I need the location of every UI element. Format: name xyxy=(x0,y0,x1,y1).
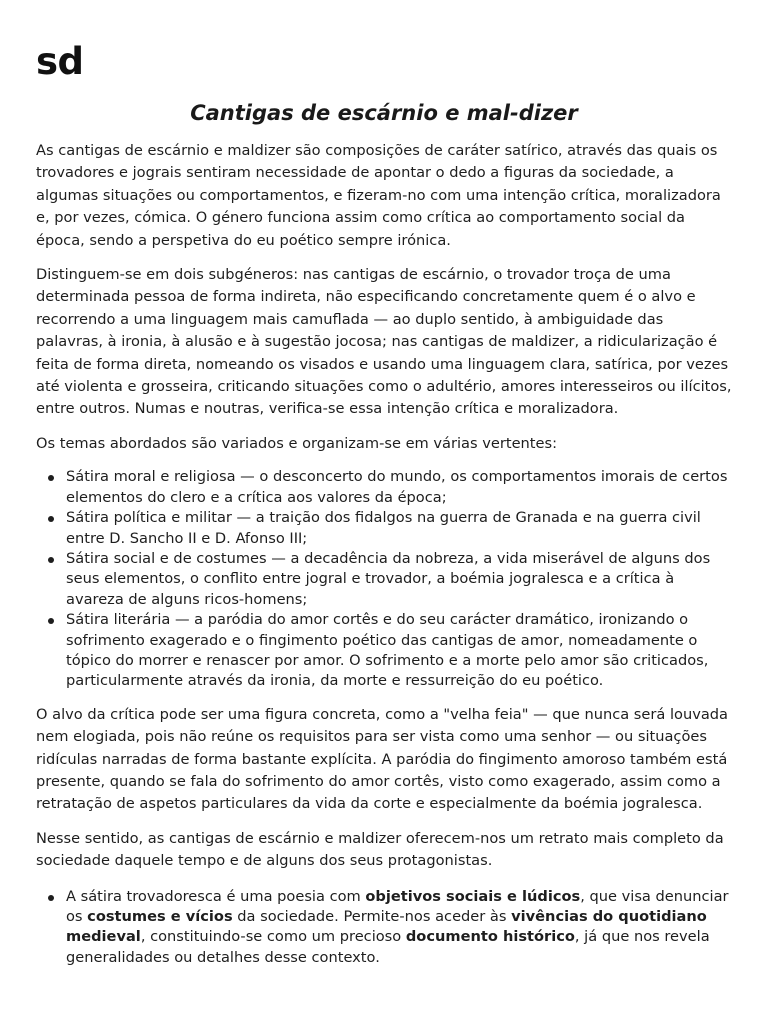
list-item: Sátira moral e religiosa — o desconcerto do mundo, os comportamentos imorais de certos elementos do clero e a crítica aos valores da época; xyxy=(66,467,732,508)
summary-list xyxy=(36,887,732,969)
summary-text: , já que nos revela generalidades ou detalhes desse contexto. xyxy=(66,928,710,966)
page-title: Cantigas de escárnio e mal-dizer xyxy=(190,101,578,125)
paragraph-intro: As cantigas de escárnio e maldizer são composições de caráter satírico, através das quais os trovadores e jograis sentiram necessidade de apontar o dedo a figuras da sociedade, a algumas situações ou comportamentos, e fizeram-no com uma intenção crítica, moralizadora e, por vezes, cómica. O género funciona assim como crítica ao comportamento social da época, sendo a perspetiva do eu poético sempre irónica. xyxy=(36,142,721,249)
document-header: sd xyxy=(36,40,84,83)
summary-text: A sátira trovadoresca é uma poesia com xyxy=(66,887,366,905)
list-item: Sátira social e de costumes — a decadência da nobreza, a vida miserável de alguns dos seus elementos, o conflito entre jogral e trovador, a boémia jogralesca e a crítica à avareza de alguns ricos-homens; xyxy=(66,549,732,610)
summary-text: , constituindo-se como um precioso xyxy=(140,928,406,946)
summary-bold-term: objetivos sociais e lúdicos xyxy=(365,887,581,905)
list-item: Sátira política e militar — a traição dos fidalgos na guerra de Granada e na guerra civil entre D. Sancho II e D. Afonso III; xyxy=(66,508,732,549)
paragraph-subgenres: Distinguem-se em dois subgéneros: nas cantigas de escárnio, o trovador troça de uma determinada pessoa de forma indireta, não especificando concretamente quem é o alvo e recorrendo a uma linguagem mais camuflada — ao duplo sentido, à ambiguidade das palavras, à ironia, à alusão e à sugestão jocosa; nas cantigas de maldizer, a ridicularização é feita de forma direta, nomeando os visados e usando uma linguagem clara, satírica, por vezes até violenta e grosseira, criticando situações como o adultério, amores interesseiros ou ilícitos, entre outros. Numas e noutras, verifica-se essa intenção crítica e moralizadora. xyxy=(36,266,732,418)
paragraph-themes-intro: Os temas abordados são variados e organizam-se em várias vertentes: xyxy=(36,434,558,452)
summary-bold-term: vivências do quotidiano medieval xyxy=(66,908,707,946)
paragraph-conclusion: Nesse sentido, as cantigas de escárnio e maldizer oferecem-nos um retrato mais completo da sociedade daquele tempo e de alguns dos seus protagonistas. xyxy=(36,829,724,870)
list-item xyxy=(66,887,732,969)
summary-text: , que visa denunciar os xyxy=(66,887,729,925)
paragraph-target: O alvo da crítica pode ser uma figura concreta, como a "velha feia" — que nunca será louvada nem elogiada, pois não reúne os requisitos para ser vista como uma senhor — ou situações ridículas narradas de forma bastante explícita. A paródia do fingimento amoroso também está presente, quando se fala do sofrimento do amor cortês, visto como exagerado, assim como a retratação de aspetos particulares da vida da corte e especialmente da boémia jogralesca. xyxy=(36,705,728,813)
summary-bold-term: costumes e vícios xyxy=(87,908,233,925)
summary-bold-term: documento histórico xyxy=(405,928,575,946)
themes-list xyxy=(36,467,732,691)
summary-text: da sociedade. Permite-nos aceder às xyxy=(232,908,512,925)
list-item: Sátira literária — a paródia do amor cortês e do seu carácter dramático, ironizando o sofrimento exagerado e o fingimento poético das cantigas de amor, nomeadamente o tópico do morrer e renascer por amor. O sofrimento e a morte pelo amor são criticados, particularmente através da ironia, da morte e ressurreição do eu poético. xyxy=(66,610,732,692)
